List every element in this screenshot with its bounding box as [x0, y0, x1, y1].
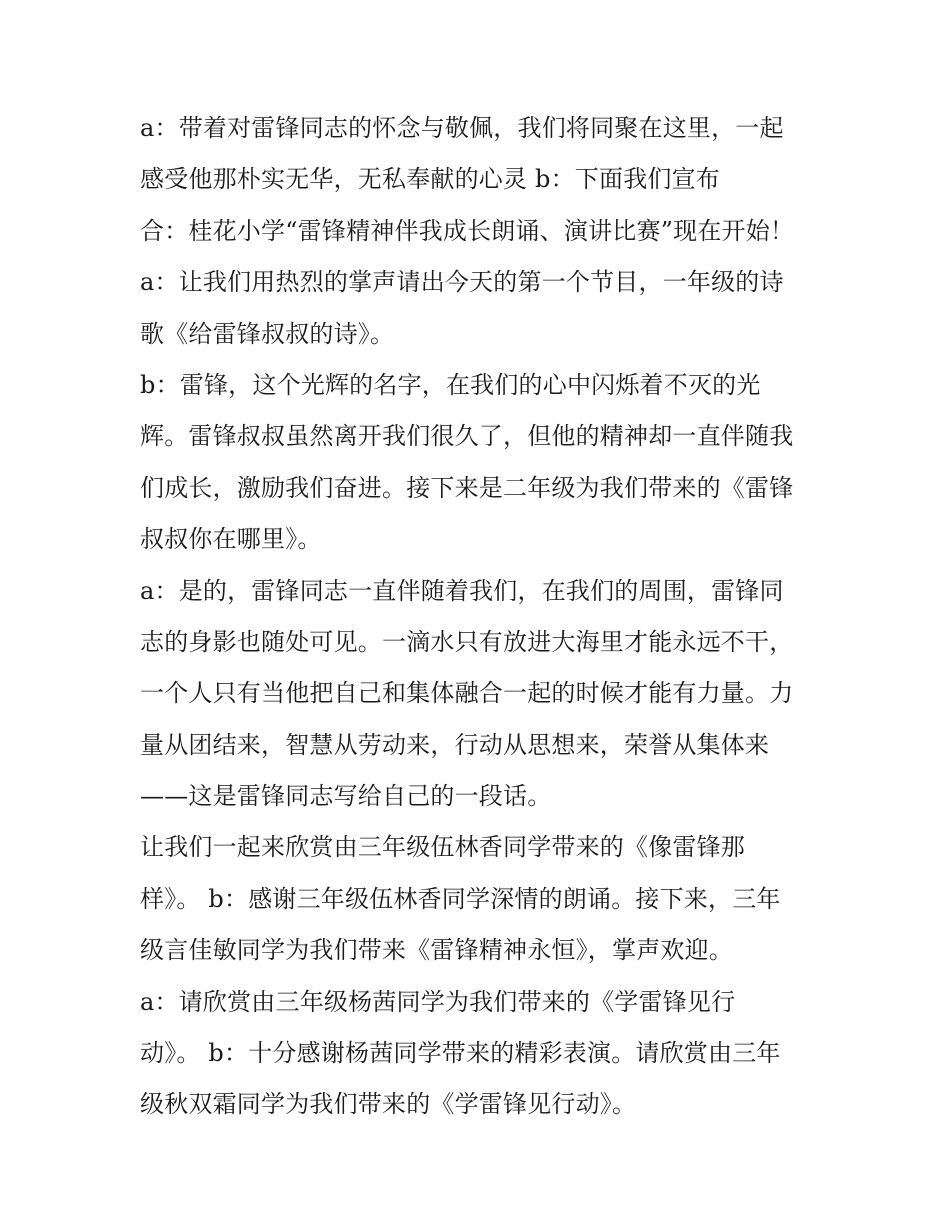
- text-line-14: ——这是雷锋同志写给自己的一段话。: [140, 782, 552, 811]
- text-line-6: b：雷锋，这个光辉的名字，在我们的心中闪烁着不灭的光: [140, 370, 761, 399]
- text-line-3: 合：桂花小学“雷锋精神伴我成长朗诵、演讲比赛”现在开始！: [140, 216, 795, 245]
- text-line-13: 量从团结来，智慧从劳动来，行动从思想来，荣誉从集体来: [140, 730, 770, 759]
- text-line-19: 动》。 b：十分感谢杨茜同学带来的精彩表演。请欣赏由三年: [140, 1039, 781, 1068]
- text-line-9: 叔叔你在哪里》。: [140, 525, 322, 554]
- text-line-11: 志的身影也随处可见。一滴水只有放进大海里才能永远不干，: [140, 627, 794, 656]
- text-line-8: 们成长，激励我们奋进。接下来是二年级为我们带来的《雷锋: [140, 473, 794, 502]
- text-line-10: a：是的，雷锋同志一直伴随着我们，在我们的周围，雷锋同: [140, 576, 784, 605]
- text-line-18: a：请欣赏由三年级杨茜同学为我们带来的《学雷锋见行: [140, 987, 736, 1016]
- text-line-15: 让我们一起来欣赏由三年级伍林香同学带来的《像雷锋那: [140, 833, 745, 862]
- text-line-5: 歌《给雷锋叔叔的诗》。: [140, 319, 395, 348]
- text-line-20: 级秋双霜同学为我们带来的《学雷锋见行动》。: [140, 1090, 637, 1119]
- text-line-7: 辉。雷锋叔叔虽然离开我们很久了，但他的精神却一直伴随我: [140, 422, 794, 451]
- text-line-4: a：让我们用热烈的掌声请出今天的第一个节目，一年级的诗: [140, 268, 784, 297]
- text-line-12: 一个人只有当他把自己和集体融合一起的时候才能有力量。力: [140, 679, 794, 708]
- document-body: [140, 103, 830, 1131]
- text-line-17: 级言佳敏同学为我们带来《雷锋精神永恒》，掌声欢迎。: [140, 936, 733, 965]
- text-line-16: 样》。 b：感谢三年级伍林香同学深情的朗诵。接下来，三年: [140, 884, 781, 913]
- text-line-2: 感受他那朴实无华，无私奉献的心灵 b：下面我们宣布: [140, 165, 720, 194]
- text-line-1: a：带着对雷锋同志的怀念与敬佩，我们将同聚在这里，一起: [140, 114, 784, 142]
